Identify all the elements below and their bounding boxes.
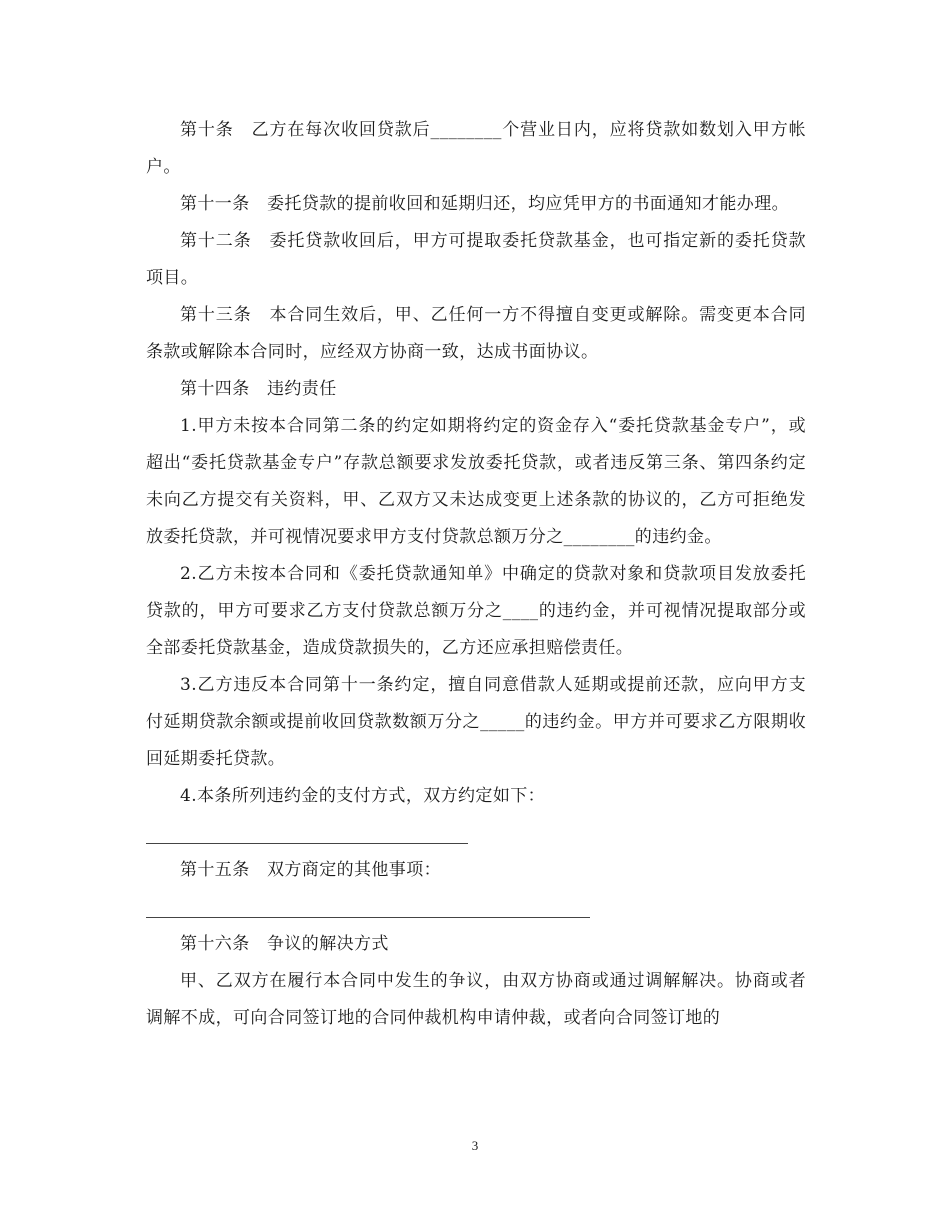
article-14-heading: 第十四条 违约责任 [180,379,337,399]
article-16-body: 甲、乙双方在履行本合同中发生的争议，由双方协商或通过调解解决。协商或者调解不成，可向合同签订地的合同仲裁机构申请仲裁，或者向合同签订地的 [146,971,806,1028]
payment-method-blank [146,815,806,852]
article-13: 第十三条 本合同生效后，甲、乙任何一方不得擅自变更或解除。需变更本合同条款或解除本合同时，应经双方协商一致，达成书面协议。 [146,305,806,362]
article-16-heading: 第十六条 争议的解决方式 [180,934,389,954]
fill-in-line [146,843,468,844]
article-14-clause-4: 4.本条所列违约金的支付方式，双方约定如下： [180,786,546,806]
article-14-clause-1: 1.甲方未按本合同第二条的约定如期将约定的资金存入“委托贷款基金专户”，或超出“委托贷款基金专户”存款总额要求发放委托贷款，或者违反第三条、第四条约定未向乙方提交有关资料，甲、乙双方又未达成变更上述条款的协议的，乙方可拒绝发放委托贷款，并可视情况要求甲方支付贷款总额万分之________的违约金。 [146,416,806,547]
page-number: 3 [471,1138,479,1153]
article-14-clause-2: 2.乙方未按本合同和《委托贷款通知单》中确定的贷款对象和贷款项目发放委托贷款的，甲方可要求乙方支付贷款总额万分之____的违约金，并可视情况提取部分或全部委托贷款基金，造成贷款损失的，乙方还应承担赔偿责任。 [146,564,806,658]
document-body [146,112,806,1037]
article-15: 第十五条 双方商定的其他事项： [180,860,441,880]
article-14-clause-3: 3.乙方违反本合同第十一条约定，擅自同意借款人延期或提前还款，应向甲方支付延期贷款余额或提前收回贷款数额万分之_____的违约金。甲方并可要求乙方限期收回延期委托贷款。 [146,675,806,769]
article-12: 第十二条 委托贷款收回后，甲方可提取委托贷款基金，也可指定新的委托贷款项目。 [146,231,806,288]
article-11: 第十一条 委托贷款的提前收回和延期归还，均应凭甲方的书面通知才能办理。 [180,194,789,214]
fill-in-line [146,917,590,918]
other-matters-blank [146,889,806,926]
article-10: 第十条 乙方在每次收回贷款后________个营业日内，应将贷款如数划入甲方帐户。 [146,120,806,177]
